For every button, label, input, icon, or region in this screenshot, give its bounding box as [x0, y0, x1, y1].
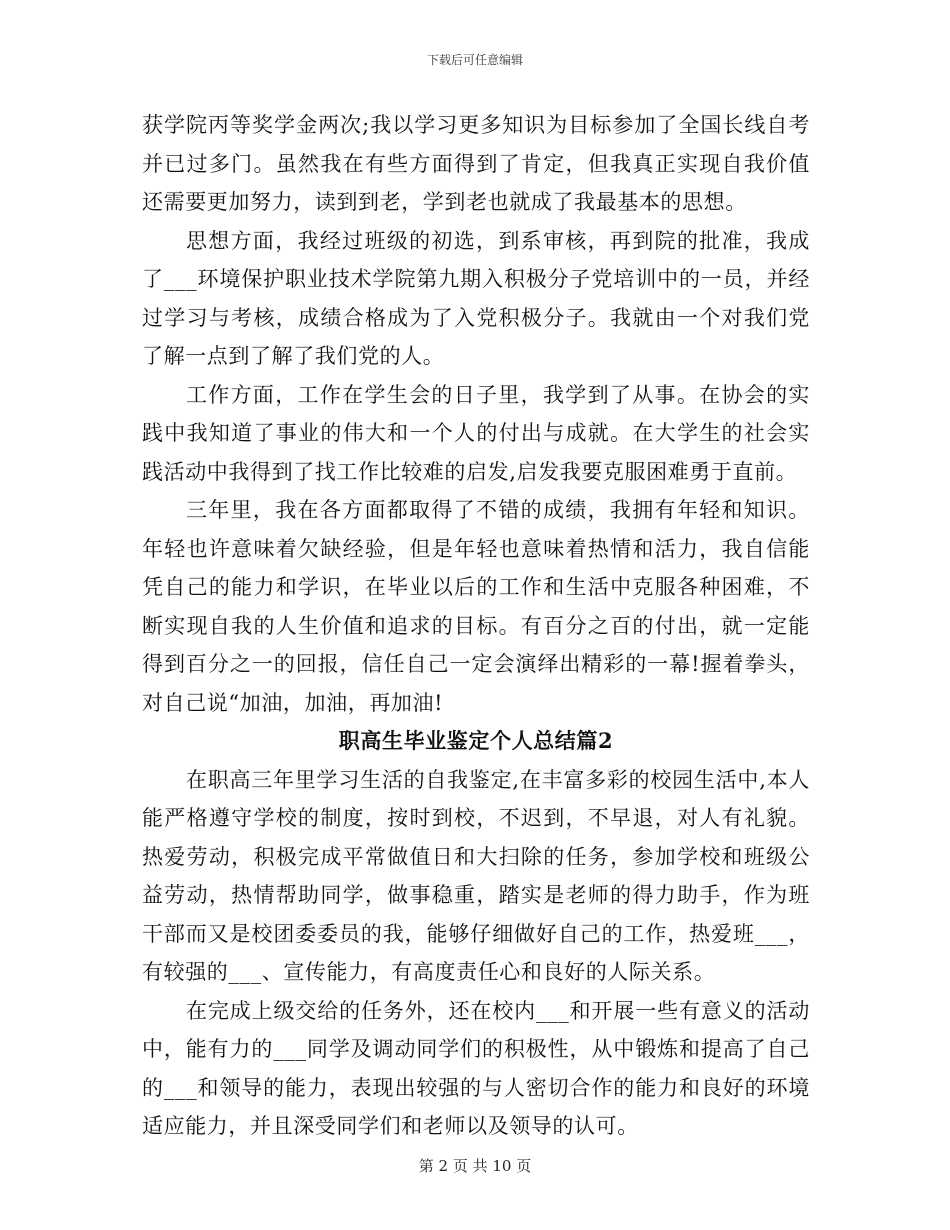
paragraph-work: 工作方面，工作在学生会的日子里，我学到了从事。在协会的实践中我知道了事业的伟大和一个人的付出与成就。在大学生的社会实践活动中我得到了找工作比较难的启发,启发我要克服困难勇于直前。	[142, 382, 810, 484]
page-header: 下载后可任意编辑	[426, 53, 523, 67]
paragraph-summary: 三年里，我在各方面都取得了不错的成绩，我拥有年轻和知识。年轻也许意味着欠缺经验，但是年轻也意味着热情和活力，我自信能凭自己的能力和学识，在毕业以后的工作和生活中克服各种困难，不断实现自我的人生价值和追求的目标。有百分之百的付出，就一定能得到百分之一的回报，信任自己一定会演绎出精彩的一幕!握着拳头，对自己说“加油，加油，再加油!	[142, 498, 810, 715]
paragraph-activities: 在完成上级交给的任务外，还在校内___和开展一些有意义的活动中，能有力的___同学及调动同学们的积极性，从中锻炼和提高了自己的___和领导的能力，表现出较强的与人密切合作的能力和良好的环境适应能力，并且深受同学们和老师以及领导的认可。	[142, 998, 810, 1138]
paragraph-self-assessment: 在职高三年里学习生活的自我鉴定,在丰富多彩的校园生活中,本人能严格遵守学校的制度，按时到校，不迟到，不早退，对人有礼貌。热爱劳动，积极完成平常做值日和大扫除的任务，参加学校和班级公益劳动，热情帮助同学，做事稳重，踏实是老师的得力助手，作为班干部而又是校团委委员的我，能够仔细做好自己的工作，热爱班___，有较强的___、宣传能力，有高度责任心和良好的人际关系。	[142, 767, 810, 984]
section-title: 职高生毕业鉴定个人总结篇2	[338, 728, 614, 753]
document-body	[142, 106, 810, 1146]
paragraph-continuation: 获学院丙等奖学金两次;我以学习更多知识为目标参加了全国长线自考并已过多门。虽然我在有些方面得到了肯定，但我真正实现自我价值还需要更加努力，读到到老，学到老也就成了我最基本的思想。	[142, 113, 810, 214]
paragraph-thought: 思想方面，我经过班级的初选，到系审核，再到院的批准，我成了___环境保护职业技术学院第九期入积极分子党培训中的一员，并经过学习与考核，成绩合格成为了入党积极分子。我就由一个对我们党了解一点到了解了我们党的人。	[142, 228, 810, 368]
page-footer: 第 2 页 共 10 页	[418, 1157, 532, 1175]
